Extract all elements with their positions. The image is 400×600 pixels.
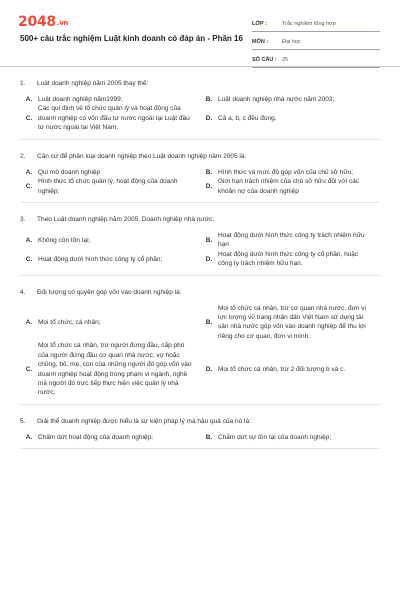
question-stem (20, 405, 380, 433)
option-text: Mọi tổ chức, cá nhân; (38, 318, 101, 326)
meta-row (252, 34, 380, 50)
option-letter: B. (205, 318, 213, 326)
question-number: 2. (20, 152, 26, 160)
option-row (20, 95, 380, 104)
answer-option[interactable] (200, 341, 380, 398)
answer-option[interactable] (20, 304, 200, 342)
logo-suffix: .vn (56, 19, 69, 27)
answer-option[interactable] (20, 231, 200, 250)
option-letter: C. (25, 115, 33, 123)
option-text: Hoạt động dưới hình thức công ty trách nhiệm hữu hạn (218, 231, 365, 249)
question-item (20, 405, 380, 449)
option-text: Hoạt động dưới hình thức công ty cổ phần, hoặc công ty trách nhiệm hữu hạn. (218, 250, 359, 268)
option-text: Hình thức tổ chức quản lý, hoạt động của doanh nghiệp; (38, 178, 178, 195)
option-text: Luật doanh nghiệp nhà nước năm 2003; (218, 96, 335, 103)
option-letter: A. (25, 96, 33, 104)
meta-value: Đại học (282, 38, 301, 45)
question-text: Đối tượng có quyền góp vốn vào doanh nghiệp là: (37, 288, 182, 296)
answer-option[interactable] (20, 104, 200, 132)
option-text: Chấm dứt sự tồn tại của doanh nghiệp; (218, 433, 332, 441)
option-letter: C. (25, 183, 33, 191)
option-letter: A. (25, 168, 33, 176)
answer-option[interactable] (200, 250, 380, 269)
question-stem (20, 67, 380, 95)
question-number: 1. (20, 80, 26, 87)
answer-option[interactable] (200, 231, 380, 250)
option-text: Mọi tổ chức cá nhân, trừ cơ quan nhà nước, đơn vị lực lượng vũ trang nhân dân Việt Nam sử dụng tài sản nhà nước góp vốn vào doanh nghiệp để thu lợi riêng cho cơ quan, đơn vị mình; (218, 304, 366, 340)
question-stem (20, 140, 380, 168)
option-row (20, 104, 380, 132)
question-item (20, 140, 380, 203)
answer-option[interactable] (200, 168, 380, 177)
option-letter: B. (205, 96, 213, 104)
meta-value: Trắc nghiệm tổng hợp (282, 20, 336, 27)
answer-option[interactable] (200, 304, 380, 342)
option-row (20, 231, 380, 250)
option-letter: D. (205, 115, 213, 123)
option-letter: B. (205, 168, 213, 176)
option-letter: A. (25, 236, 33, 244)
question-number: 5. (20, 417, 26, 425)
meta-row (252, 16, 380, 32)
question-text: Căn cứ để phân loại doanh nghiệp theo Luật doanh nghiệp năm 2005 là: (37, 152, 247, 160)
meta-row (252, 52, 380, 68)
option-letter: D. (205, 183, 213, 191)
option-text: Mọi tổ chức cá nhân, trừ 2 đối tượng b và c. (218, 365, 346, 373)
question-text: Luật doanh nghiệp năm 2005 thay thế: (37, 80, 149, 87)
option-row (20, 168, 380, 177)
option-text: Chấm dứt hoạt động của doanh nghiệp; (38, 433, 153, 441)
option-row (20, 433, 380, 442)
question-number: 3. (20, 215, 26, 223)
option-text: Cả a, b, c đều đúng. (218, 114, 277, 122)
option-text: Qui mô doanh nghiệp (38, 168, 101, 176)
answer-option[interactable] (200, 95, 380, 104)
question-stem (20, 203, 380, 231)
site-logo[interactable] (18, 14, 68, 30)
question-item (20, 67, 380, 140)
header (0, 0, 400, 67)
answer-option[interactable] (20, 341, 200, 398)
answer-option[interactable] (200, 433, 380, 442)
option-row (20, 250, 380, 269)
option-letter: B. (205, 236, 213, 244)
answer-option[interactable] (20, 95, 200, 104)
meta-label: MÔN : (252, 38, 269, 45)
meta-value: 25 (282, 56, 289, 63)
answer-option[interactable] (20, 168, 200, 177)
option-letter: A. (25, 434, 33, 442)
option-letter: C. (25, 255, 33, 263)
answer-option[interactable] (20, 177, 200, 196)
option-row (20, 341, 380, 398)
option-text: Hình thức và mức độ góp vốn của chủ sở hữu; (218, 168, 354, 176)
option-letter: C. (25, 366, 33, 374)
page-title: 500+ câu trắc nghiệm Luật kinh doanh có đáp án - Phần 16 (20, 34, 243, 43)
option-text: Không còn tồn tại; (38, 236, 91, 244)
question-stem (20, 276, 380, 304)
option-text: Mọi tổ chức cá nhân, trừ người đứng đầu, cấp phó của người đứng đầu cơ quan nhà nước; vợ hoặc chồng, bố, mẹ, con của những người đó góp vốn vào doanh nghiệp hoạt động trong phạm vi ngành, nghề mà người đó trực tiếp thực hiện việc quản lý nhà nước; (38, 342, 192, 397)
question-text: Giải thể doanh nghiệp được hiểu là sự kiện pháp lý mà hậu quả của nó là: (37, 417, 251, 425)
question-list (0, 67, 400, 449)
question-item (20, 203, 380, 276)
question-number: 4. (20, 288, 26, 296)
option-text: Hoạt động dưới hình thức công ty cổ phần; (38, 255, 163, 263)
option-row (20, 304, 380, 342)
answer-option[interactable] (20, 433, 200, 442)
question-item (20, 276, 380, 405)
option-text: Giới hạn trách nhiệm của chủ sở hữu đối với các khoản nợ của doanh nghiệp (218, 178, 360, 195)
option-row (20, 177, 380, 196)
logo-main: 2048 (18, 14, 56, 30)
answer-option[interactable] (200, 104, 380, 132)
option-letter: B. (205, 434, 213, 442)
meta-info (252, 16, 380, 70)
answer-option[interactable] (20, 250, 200, 269)
meta-label: SỐ CÂU : (252, 56, 277, 63)
option-text: Luật doanh nghiệp năm1999; (38, 96, 123, 103)
option-text: Các qui định về tổ chức quản lý và hoạt động của doanh nghiệp có vốn đầu tư nước ngoài tại Luật đầu tư nước ngoài tại Việt Nam; (38, 105, 190, 132)
option-letter: D. (205, 366, 213, 374)
option-letter: D. (205, 255, 213, 263)
question-text: Theo Luật doanh nghiệp năm 2005, Doanh nghiệp nhà nước: (37, 215, 215, 223)
meta-label: LỚP : (252, 20, 267, 27)
answer-option[interactable] (200, 177, 380, 196)
option-letter: A. (25, 318, 33, 326)
